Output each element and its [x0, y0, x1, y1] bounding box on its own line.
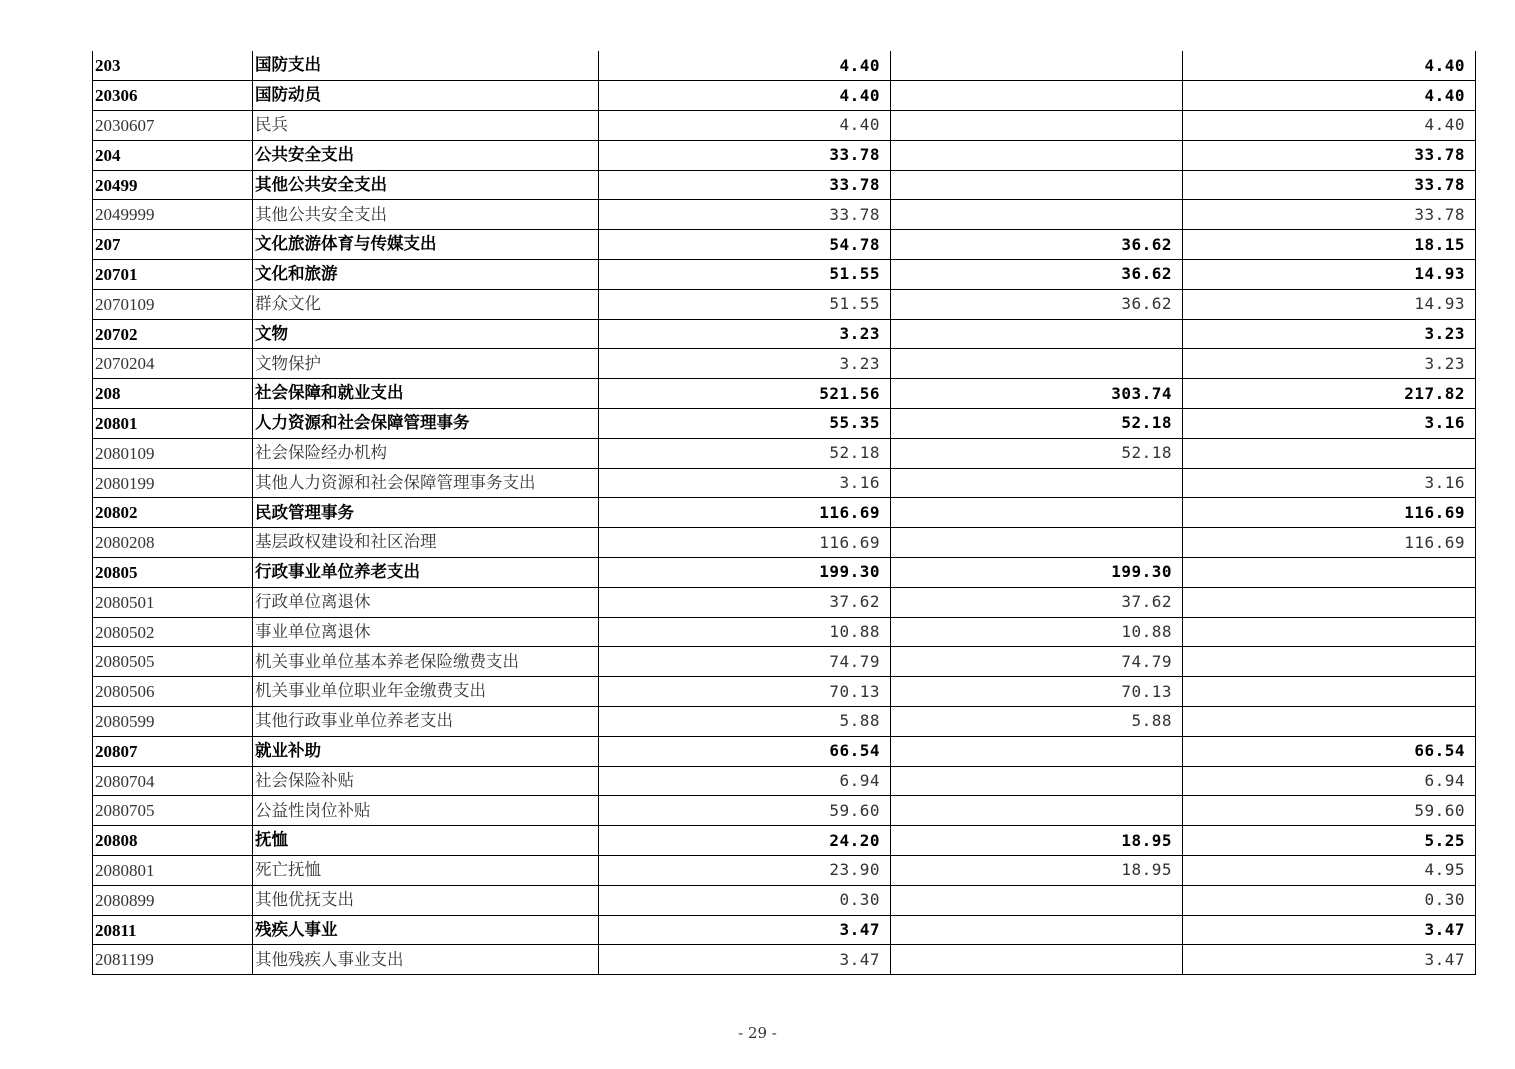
basic-expenditure-cell: 303.74 — [891, 379, 1183, 409]
name-cell: 基层政权建设和社区治理 — [253, 528, 599, 558]
table-row — [93, 647, 1476, 677]
code-cell: 2080801 — [93, 856, 253, 886]
table-row — [93, 81, 1476, 111]
table-row — [93, 915, 1476, 945]
name-cell: 社会保障和就业支出 — [253, 379, 599, 409]
project-expenditure-cell: 3.23 — [1183, 349, 1476, 379]
basic-expenditure-cell — [891, 51, 1183, 81]
table-row — [93, 498, 1476, 528]
total-amount-cell: 23.90 — [599, 856, 891, 886]
table-row — [93, 945, 1476, 975]
table-row — [93, 51, 1476, 81]
name-cell: 抚恤 — [253, 826, 599, 856]
code-cell: 2080704 — [93, 766, 253, 796]
total-amount-cell: 5.88 — [599, 707, 891, 737]
total-amount-cell: 51.55 — [599, 260, 891, 290]
code-cell: 2080899 — [93, 885, 253, 915]
name-cell: 国防动员 — [253, 81, 599, 111]
basic-expenditure-cell: 10.88 — [891, 617, 1183, 647]
name-cell: 文物保护 — [253, 349, 599, 379]
code-cell: 20306 — [93, 81, 253, 111]
project-expenditure-cell: 4.40 — [1183, 51, 1476, 81]
project-expenditure-cell — [1183, 647, 1476, 677]
name-cell: 机关事业单位基本养老保险缴费支出 — [253, 647, 599, 677]
basic-expenditure-cell: 18.95 — [891, 856, 1183, 886]
code-cell: 2080705 — [93, 796, 253, 826]
table-row — [93, 468, 1476, 498]
code-cell: 2080501 — [93, 587, 253, 617]
basic-expenditure-cell: 52.18 — [891, 409, 1183, 439]
project-expenditure-cell: 116.69 — [1183, 528, 1476, 558]
table-row — [93, 319, 1476, 349]
basic-expenditure-cell — [891, 170, 1183, 200]
total-amount-cell: 3.23 — [599, 349, 891, 379]
basic-expenditure-cell: 52.18 — [891, 438, 1183, 468]
basic-expenditure-cell — [891, 319, 1183, 349]
code-cell: 204 — [93, 140, 253, 170]
project-expenditure-cell: 33.78 — [1183, 140, 1476, 170]
basic-expenditure-cell: 18.95 — [891, 826, 1183, 856]
table-row — [93, 140, 1476, 170]
name-cell: 行政单位离退休 — [253, 587, 599, 617]
total-amount-cell: 3.16 — [599, 468, 891, 498]
code-cell: 203 — [93, 51, 253, 81]
total-amount-cell: 33.78 — [599, 170, 891, 200]
total-amount-cell: 6.94 — [599, 766, 891, 796]
basic-expenditure-cell — [891, 796, 1183, 826]
project-expenditure-cell: 0.30 — [1183, 885, 1476, 915]
project-expenditure-cell: 33.78 — [1183, 170, 1476, 200]
project-expenditure-cell: 3.23 — [1183, 319, 1476, 349]
basic-expenditure-cell — [891, 945, 1183, 975]
table-row — [93, 766, 1476, 796]
table-row — [93, 409, 1476, 439]
project-expenditure-cell: 3.47 — [1183, 915, 1476, 945]
table-row — [93, 260, 1476, 290]
total-amount-cell: 24.20 — [599, 826, 891, 856]
code-cell: 2080599 — [93, 707, 253, 737]
name-cell: 其他优抚支出 — [253, 885, 599, 915]
basic-expenditure-cell — [891, 140, 1183, 170]
basic-expenditure-cell: 37.62 — [891, 587, 1183, 617]
project-expenditure-cell — [1183, 438, 1476, 468]
basic-expenditure-cell — [891, 468, 1183, 498]
name-cell: 其他残疾人事业支出 — [253, 945, 599, 975]
basic-expenditure-cell — [891, 81, 1183, 111]
total-amount-cell: 59.60 — [599, 796, 891, 826]
name-cell: 其他公共安全支出 — [253, 170, 599, 200]
basic-expenditure-cell: 36.62 — [891, 230, 1183, 260]
name-cell: 民兵 — [253, 111, 599, 141]
code-cell: 20801 — [93, 409, 253, 439]
project-expenditure-cell — [1183, 707, 1476, 737]
project-expenditure-cell: 18.15 — [1183, 230, 1476, 260]
name-cell: 其他公共安全支出 — [253, 200, 599, 230]
code-cell: 2081199 — [93, 945, 253, 975]
total-amount-cell: 521.56 — [599, 379, 891, 409]
table-row — [93, 111, 1476, 141]
table-row — [93, 677, 1476, 707]
code-cell: 20805 — [93, 558, 253, 588]
project-expenditure-cell: 14.93 — [1183, 260, 1476, 290]
name-cell: 社会保险经办机构 — [253, 438, 599, 468]
table-row — [93, 707, 1476, 737]
basic-expenditure-cell: 70.13 — [891, 677, 1183, 707]
name-cell: 文化和旅游 — [253, 260, 599, 290]
total-amount-cell: 116.69 — [599, 498, 891, 528]
code-cell: 208 — [93, 379, 253, 409]
name-cell: 就业补助 — [253, 736, 599, 766]
total-amount-cell: 55.35 — [599, 409, 891, 439]
table-row — [93, 289, 1476, 319]
basic-expenditure-cell: 36.62 — [891, 260, 1183, 290]
project-expenditure-cell — [1183, 558, 1476, 588]
name-cell: 社会保险补贴 — [253, 766, 599, 796]
basic-expenditure-cell — [891, 349, 1183, 379]
code-cell: 2080109 — [93, 438, 253, 468]
basic-expenditure-cell — [891, 498, 1183, 528]
project-expenditure-cell — [1183, 587, 1476, 617]
table-row — [93, 528, 1476, 558]
project-expenditure-cell: 3.16 — [1183, 468, 1476, 498]
total-amount-cell: 3.23 — [599, 319, 891, 349]
project-expenditure-cell: 59.60 — [1183, 796, 1476, 826]
basic-expenditure-cell: 5.88 — [891, 707, 1183, 737]
total-amount-cell: 33.78 — [599, 200, 891, 230]
table-row — [93, 200, 1476, 230]
code-cell: 20807 — [93, 736, 253, 766]
table-row — [93, 617, 1476, 647]
basic-expenditure-cell — [891, 111, 1183, 141]
project-expenditure-cell: 4.40 — [1183, 81, 1476, 111]
code-cell: 2049999 — [93, 200, 253, 230]
code-cell: 20811 — [93, 915, 253, 945]
basic-expenditure-cell — [891, 885, 1183, 915]
code-cell: 2070109 — [93, 289, 253, 319]
total-amount-cell: 74.79 — [599, 647, 891, 677]
code-cell: 2080502 — [93, 617, 253, 647]
total-amount-cell: 10.88 — [599, 617, 891, 647]
table-row — [93, 736, 1476, 766]
name-cell: 残疾人事业 — [253, 915, 599, 945]
project-expenditure-cell: 33.78 — [1183, 200, 1476, 230]
project-expenditure-cell: 3.16 — [1183, 409, 1476, 439]
code-cell: 20808 — [93, 826, 253, 856]
total-amount-cell: 3.47 — [599, 915, 891, 945]
code-cell: 20702 — [93, 319, 253, 349]
total-amount-cell: 66.54 — [599, 736, 891, 766]
total-amount-cell: 4.40 — [599, 81, 891, 111]
name-cell: 群众文化 — [253, 289, 599, 319]
budget-expenditure-table — [92, 51, 1476, 975]
code-cell: 2080199 — [93, 468, 253, 498]
project-expenditure-cell — [1183, 617, 1476, 647]
name-cell: 事业单位离退休 — [253, 617, 599, 647]
total-amount-cell: 37.62 — [599, 587, 891, 617]
project-expenditure-cell: 4.95 — [1183, 856, 1476, 886]
code-cell: 2070204 — [93, 349, 253, 379]
name-cell: 行政事业单位养老支出 — [253, 558, 599, 588]
table-row — [93, 438, 1476, 468]
total-amount-cell: 33.78 — [599, 140, 891, 170]
total-amount-cell: 199.30 — [599, 558, 891, 588]
name-cell: 公益性岗位补贴 — [253, 796, 599, 826]
basic-expenditure-cell — [891, 736, 1183, 766]
table-row — [93, 349, 1476, 379]
name-cell: 其他人力资源和社会保障管理事务支出 — [253, 468, 599, 498]
name-cell: 国防支出 — [253, 51, 599, 81]
code-cell: 2030607 — [93, 111, 253, 141]
name-cell: 文物 — [253, 319, 599, 349]
total-amount-cell: 116.69 — [599, 528, 891, 558]
basic-expenditure-cell — [891, 528, 1183, 558]
basic-expenditure-cell: 36.62 — [891, 289, 1183, 319]
basic-expenditure-cell: 74.79 — [891, 647, 1183, 677]
total-amount-cell: 3.47 — [599, 945, 891, 975]
project-expenditure-cell: 3.47 — [1183, 945, 1476, 975]
code-cell: 20499 — [93, 170, 253, 200]
table-row — [93, 558, 1476, 588]
total-amount-cell: 4.40 — [599, 51, 891, 81]
name-cell: 机关事业单位职业年金缴费支出 — [253, 677, 599, 707]
table-row — [93, 856, 1476, 886]
project-expenditure-cell: 4.40 — [1183, 111, 1476, 141]
code-cell: 207 — [93, 230, 253, 260]
total-amount-cell: 70.13 — [599, 677, 891, 707]
total-amount-cell: 52.18 — [599, 438, 891, 468]
project-expenditure-cell: 14.93 — [1183, 289, 1476, 319]
project-expenditure-cell — [1183, 677, 1476, 707]
code-cell: 20802 — [93, 498, 253, 528]
project-expenditure-cell: 6.94 — [1183, 766, 1476, 796]
name-cell: 死亡抚恤 — [253, 856, 599, 886]
table-row — [93, 170, 1476, 200]
total-amount-cell: 54.78 — [599, 230, 891, 260]
total-amount-cell: 51.55 — [599, 289, 891, 319]
table-row — [93, 885, 1476, 915]
basic-expenditure-cell — [891, 915, 1183, 945]
table-row — [93, 230, 1476, 260]
basic-expenditure-cell — [891, 200, 1183, 230]
table-row — [93, 826, 1476, 856]
name-cell: 其他行政事业单位养老支出 — [253, 707, 599, 737]
project-expenditure-cell: 5.25 — [1183, 826, 1476, 856]
page-number: - 29 - — [738, 1024, 777, 1042]
name-cell: 人力资源和社会保障管理事务 — [253, 409, 599, 439]
total-amount-cell: 4.40 — [599, 111, 891, 141]
code-cell: 20701 — [93, 260, 253, 290]
table-body — [93, 51, 1476, 975]
table-row — [93, 587, 1476, 617]
table-row — [93, 379, 1476, 409]
project-expenditure-cell: 217.82 — [1183, 379, 1476, 409]
code-cell: 2080208 — [93, 528, 253, 558]
code-cell: 2080505 — [93, 647, 253, 677]
basic-expenditure-cell: 199.30 — [891, 558, 1183, 588]
total-amount-cell: 0.30 — [599, 885, 891, 915]
name-cell: 公共安全支出 — [253, 140, 599, 170]
project-expenditure-cell: 116.69 — [1183, 498, 1476, 528]
name-cell: 文化旅游体育与传媒支出 — [253, 230, 599, 260]
basic-expenditure-cell — [891, 766, 1183, 796]
project-expenditure-cell: 66.54 — [1183, 736, 1476, 766]
name-cell: 民政管理事务 — [253, 498, 599, 528]
code-cell: 2080506 — [93, 677, 253, 707]
table-row — [93, 796, 1476, 826]
